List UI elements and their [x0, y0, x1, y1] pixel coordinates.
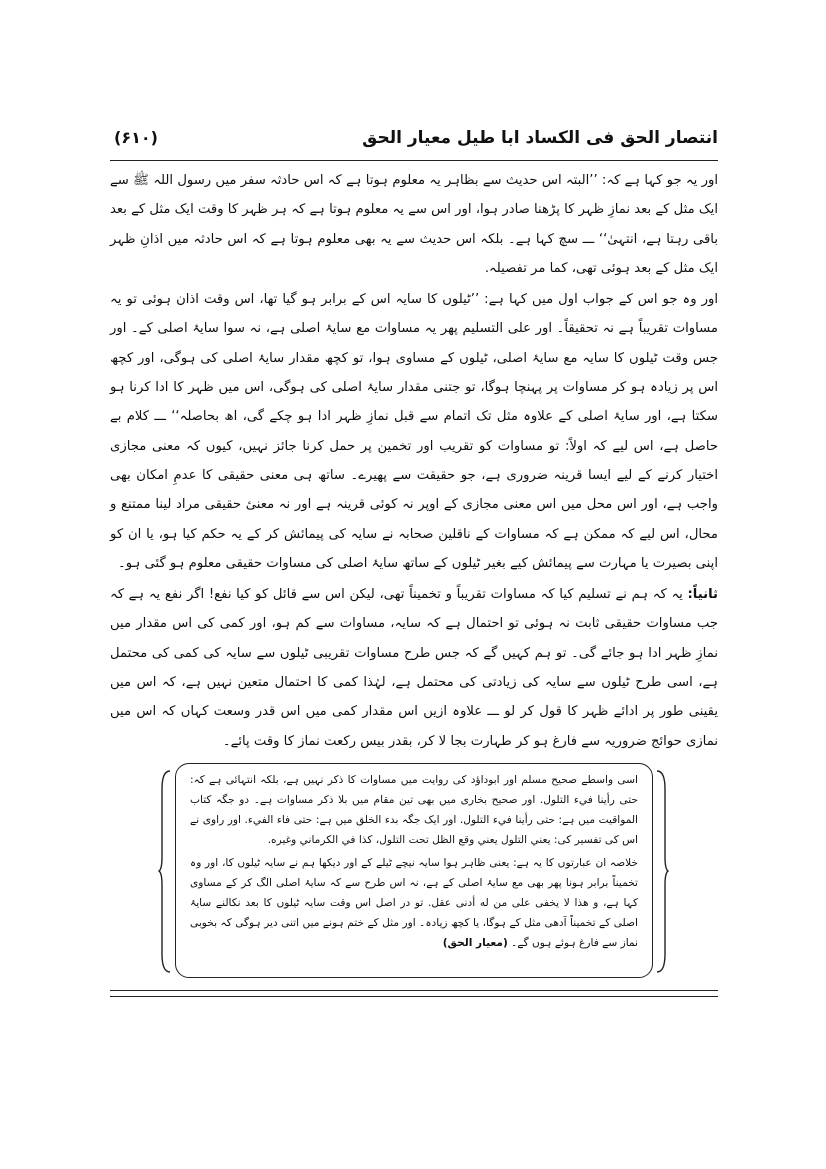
header-divider [110, 160, 718, 161]
footnote-paragraph [190, 853, 638, 953]
paragraph-text: یہ کہ ہم نے تسلیم کیا کہ مساوات تقریباً و تخمیناً تھی، لیکن اس سے قائل کو کیا نفع! اگر نفع یہ ہے کہ جب مساوات حقیقی ثابت نہ ہوئی تو احتمال ہے کہ سایہ، مساوات سے کم ہو، اور کمی کی اس مقدار میں نمازِ ظہر ادا ہو جائے گی۔ تو ہم کہیں گے کہ جس طرح مساوات تقریبی ٹیلوں سے سایہ کی کمی کی محتمل ہے، اسی طرح ٹیلوں سے سایہ کی زیادتی کی محتمل ہے، لہٰذا کمی کا احتمال متعین نہیں ہے، کہ اس میں یقینی طور پر ادائے ظہر کا قول کر لو ـــ علاوہ ازیں اس مقدار کمی میں اس قدر وسعت کہاں کہ اس میں نمازی حوائج ضروریہ سے فارغ ہو کر طہارت بجا لا کر، بقدر بیس رکعت نماز کا وقت پائے۔ [110, 587, 718, 749]
page-number: (۶۱۰) [114, 128, 158, 147]
paragraph-text: اور وہ جو اس کے جواب اول میں کہا ہے: ’’ٹیلوں کا سایہ اس کے برابر ہو گیا تھا، اس وقت اذان ہوئی تو یہ مساوات تقریباً ہے نہ تحقیقاً۔ اور علی التسلیم پھر یہ مساوات مع سایۂ اصلی ہے، نہ سوا سایۂ اصلی کے۔ اور جس وقت ٹیلوں کا سایہ مع سایۂ اصلی، ٹیلوں کے مساوی ہوا، تو کچھ مقدار سایۂ اصلی کی ہوگی، اور کچھ اس پر زیادہ ہو کر مساوات پر پہنچا ہوگا، تو جتنی مقدار سایۂ اصلی کی ہوگی، اس میں ظہر کا ادا کرنا ہو سکتا ہے، اور سایۂ اصلی کے علاوہ مثل تک اتمام سے قبل نمازِ ظہر ادا ہو چکے گی، اھ بحاصلہ‘‘ ـــ کلام بے حاصل ہے، اس لیے کہ اولاً: تو مساوات کو تقریب اور تخمین پر حمل کرنا جائز نہیں، کیوں کہ معنی مجازی اختیار کرنے کے لیے ایسا قرینہ ضروری ہے، جو حقیقت سے پھیرے۔ ساتھ ہی معنی حقیقی کا عدمِ امکان بھی واجب ہے، اور اس محل میں اس معنی مجازی کے اوپر نہ کوئی قرینہ ہے اور نہ معنیٔ حقیقی مراد لینا ممتنع و محال، اس لیے کہ ممکن ہے کہ مساوات کے ناقلین صحابہ نے سایہ کی پیمائش کر کے یہ حکم کیا ہو، یا ان کو اپنی بصیرت یا مہارت سے پیمائش کیے بغیر ٹیلوں کے ساتھ سایۂ اصلی کی مساوات حقیقی معلوم ہو گئی ہو۔ [110, 292, 718, 571]
footnote-source: (معیار الحق) [442, 937, 508, 949]
paragraph [110, 166, 718, 283]
footnote-text: خلاصہ ان عبارتوں کا یہ ہے: یعنی ظاہر ہوا سایہ نیچے ٹیلے کے اور دیکھا ہم نے سایہ ٹیلوں کا، اور وہ تخمیناً برابر ہونا پھر بھی مع سایۂ اصلی کے ہے، نہ اس طرح سے کہ سایۂ اصلی الگ کر کے مساوی کہا ہے، و هذا لا يخفى على من له أدنى عقل. تو در اصل اس وقت سایہ ٹیلوں کا بعد نکالنے سایۂ اصلی کے تخمیناً آدھی مثل کے ہوگا، یا کچھ زیادہ۔ اور مثل کے ختم ہونے میں اتنی دیر ہوگی کہ بخوبی نماز سے فارغ ہوئے ہوں گے۔ [190, 857, 638, 949]
footnote-box [175, 763, 653, 978]
paragraph-text: اور یہ جو کہا ہے کہ: ’’البتہ اس حدیث سے بظاہر یہ معلوم ہوتا ہے کہ اس حادثہ سفر میں رسول اللہ ﷺ سے ایک مثل کے بعد نمازِ ظہر کا پڑھنا صادر ہوا، اور اس سے یہ معلوم ہوتا ہے کہ ہر ظہر کا وقت ایک مثل کے بعد باقی رہتا ہے، انتہیٰ‘‘ ـــ سچ کہا ہے۔ بلکہ اس حدیث سے یہ بھی معلوم ہوتا ہے کہ اس حادثہ میں اذانِ ظہر ایک مثل کے بعد ہوئی تھی، کما مر تفصیلہ. [110, 173, 718, 276]
right-brace-icon [655, 769, 669, 974]
paragraph-lead: ثانیاً: [687, 587, 718, 603]
footer-divider [110, 990, 718, 991]
footnote-paragraph: اسی واسطے صحیح مسلم اور ابوداؤد کی روایت میں مساوات کا ذکر نہیں ہے، بلکہ انتہائی ہے کہ: حتى رأينا فيء التلول. اور صحیح بخاری میں بھی تین مقام میں بلا ذکر مساوات ہے۔ دو جگہ کتاب المواقیت میں ہے: حتى رأينا فيء التلول. اور ایک جگہ بدء الخلق میں ہے: حتى فاء الفيء. اور راوی نے اس کی تفسیر کی: يعني التلول يعني وقع الظل تحت التلول، كذا في الكرماني وغيره. [190, 774, 638, 846]
page-header [110, 124, 718, 160]
paragraph [110, 580, 718, 756]
footer-divider [110, 996, 718, 997]
main-text [110, 166, 718, 758]
paragraph [110, 285, 718, 578]
running-title: انتصار الحق فی الکساد ابا طیل معیار الحق [362, 128, 718, 148]
left-brace-icon [158, 769, 172, 974]
